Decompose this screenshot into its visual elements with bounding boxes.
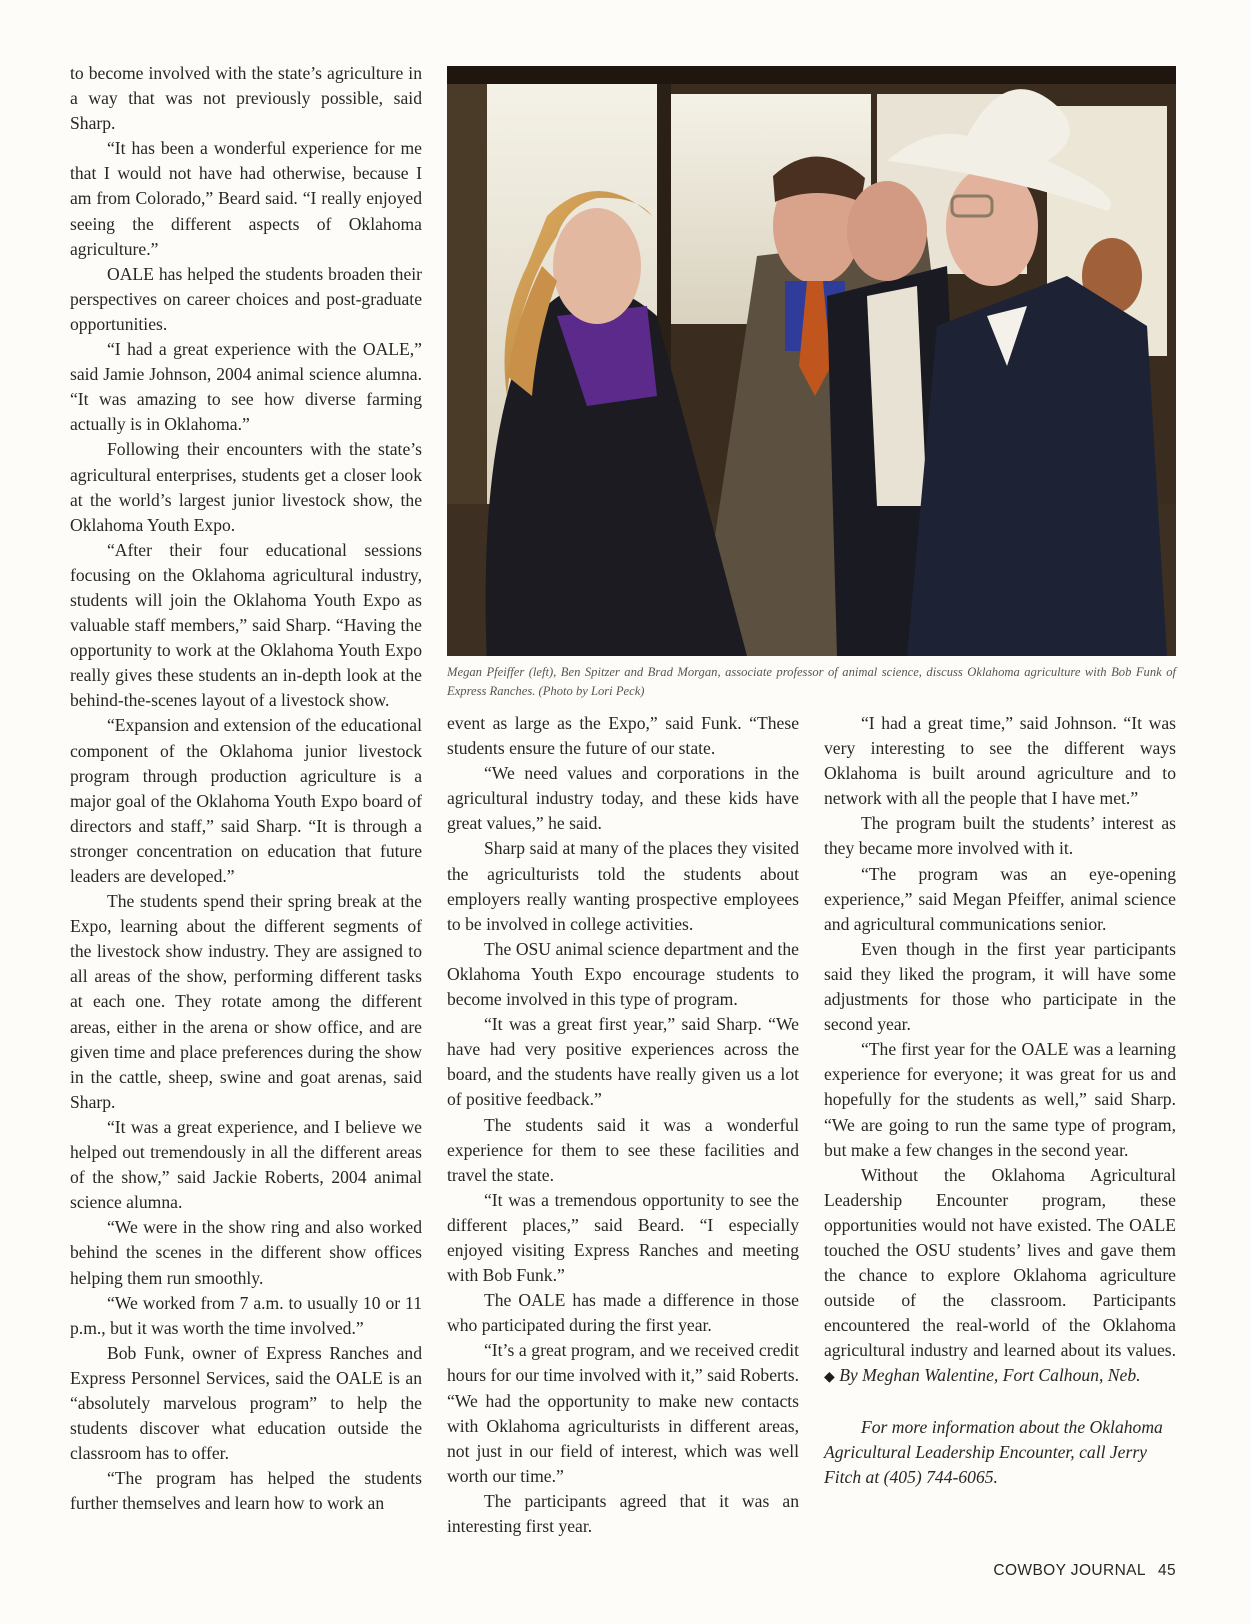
paragraph: “We need values and corporations in the agricultural industry today, and these kids have great values,” he said. [447,763,799,834]
paragraph: The OALE has made a difference in those who participated during the first year. [447,1290,799,1336]
article-photo [447,66,1176,656]
paragraph-text: Without the Oklahoma Agricultural Leadership Encounter program, these opportunities would not have existed. The OALE touched the OSU students’ lives and gave them the chance to explore Oklahoma agriculture outside of the classroom. Participants encountered the real-world of the Oklahoma agricultural industry and learned about its values. [824,1164,1176,1361]
paragraph: Even though in the first year participants said they liked the program, it will have some adjustments for those who participate in the second year. [824,938,1176,1035]
paragraph: “It was a tremendous opportunity to see the different places,” said Beard. “I especially enjoyed visiting Express Ranches and meeting with Bob Funk.” [447,1189,799,1286]
page-footer [993,1562,1176,1580]
photo-illustration [447,66,1176,656]
paragraph: “It has been a wonderful experience for me that I would not have had otherwise, because I am from Colorado,” Beard said. “I really enjoyed seeing the different aspects of Oklahoma agriculture.” [70,138,422,259]
paragraph: “After their four educational sessions focusing on the Oklahoma agricultural industry, students will join the Oklahoma Youth Expo as valuable staff members,” said Sharp. “Having the opportunity to work at the Oklahoma Youth Expo really gives these students an in-depth look at the behind-the-scenes layout of a livestock show. [70,539,422,711]
paragraph: The students spend their spring break at the Expo, learning about the different segments of the livestock show industry. They are assigned to all areas of the show, performing different tasks at each one. They rotate among the different areas, either in the arena or show office, and are given time and place preferences during the show in the cattle, sheep, swine and goat arenas, said Sharp. [70,891,422,1112]
closing-paragraph [824,1163,1176,1391]
paragraph: OALE has helped the students broaden their perspectives on career choices and post-graduate opportunities. [70,263,422,334]
photo-caption: Megan Pfeiffer (left), Ben Spitzer and Brad Morgan, associate professor of animal science, discuss Oklahoma agriculture with Bob Funk of Express Ranches. (Photo by Lori Peck) [447,665,1176,698]
paragraph: “Expansion and extension of the educational component of the Oklahoma junior livestock program through production agriculture is a major goal of the Oklahoma Youth Expo board of directors and staff,” said Sharp. “It is through a stronger concentration on education that future leaders are developed.” [70,715,422,886]
paragraph: “It was a great first year,” said Sharp. “We have had very positive experiences across the board, and the students have really given us a lot of positive feedback.” [447,1014,799,1110]
paragraph: The program built the students’ interest as they became more involved with it. [824,813,1176,859]
paragraph: “We worked from 7 a.m. to usually 10 or 11 p.m., but it was worth the time involved.” [70,1292,422,1338]
paragraph: The participants agreed that it was an interesting first year. [447,1490,799,1536]
paragraph: The students said it was a wonderful experience for them to see these facilities and travel the state. [447,1114,799,1185]
paragraph: The OSU animal science department and the Oklahoma Youth Expo encourage students to become involved in this type of program. [447,938,799,1010]
article-column-3 [824,711,1176,1490]
paragraph: “The program has helped the students further themselves and learn how to work an [70,1468,422,1514]
paragraph: Sharp said at many of the places they visited the agriculturists told the students about employers really wanting prospective employees to be involved in college activities. [447,838,799,934]
end-mark-diamond-icon: ◆ [824,1370,835,1386]
paragraph: Bob Funk, owner of Express Ranches and Express Personnel Services, said the OALE is an “absolutely marvelous program” to help the students discover what education outside the classroom has to offer. [70,1342,422,1464]
article-column-1 [70,61,422,1516]
paragraph: “It was a great experience, and I believe we helped out tremendously in all the different areas of the show,” said Jackie Roberts, 2004 animal science alumna. [70,1116,422,1213]
more-info-note: For more information about the Oklahoma Agricultural Leadership Encounter, call Jerry Fitch at (405) 744-6065. [824,1416,1163,1487]
article-column-2 [447,711,799,1539]
paragraph: “We were in the show ring and also worked behind the scenes in the different show offices helping them run smoothly. [70,1217,422,1288]
paragraph: “I had a great time,” said Johnson. “It was very interesting to see the different ways Oklahoma is built around agriculture and to network with all the people that I have met.” [824,713,1176,809]
paragraph: “The program was an eye-opening experience,” said Megan Pfeiffer, animal science and agricultural communications senior. [824,863,1176,934]
paragraph: Following their encounters with the state’s agricultural enterprises, students get a closer look at the world’s largest junior livestock show, the Oklahoma Youth Expo. [70,439,422,535]
author-byline: By Meghan Walentine, Fort Calhoun, Neb. [839,1365,1141,1386]
paragraph: “I had a great experience with the OALE,” said Jamie Johnson, 2004 animal science alumna. “It was amazing to see how diverse farming actually is in Oklahoma.” [70,339,422,435]
paragraph: to become involved with the state’s agriculture in a way that was not previously possible, said Sharp. [70,63,422,134]
page-number: 45 [1157,1562,1176,1579]
paragraph: “The first year for the OALE was a learning experience for everyone; it was great for us and hopefully for the students as well,” said Sharp. “We are going to run the same type of program, but make a few changes in the second year. [824,1039,1176,1160]
paragraph: event as large as the Expo,” said Funk. “These students ensure the future of our state. [447,713,799,759]
paragraph: “It’s a great program, and we received credit hours for our time involved with it,” said Roberts. “We had the opportunity to make new contacts with Oklahoma agriculturists in different areas, not just in our field of interest, which was well worth our time.” [447,1340,799,1486]
publication-name: COWBOY JOURNAL [993,1562,1146,1579]
